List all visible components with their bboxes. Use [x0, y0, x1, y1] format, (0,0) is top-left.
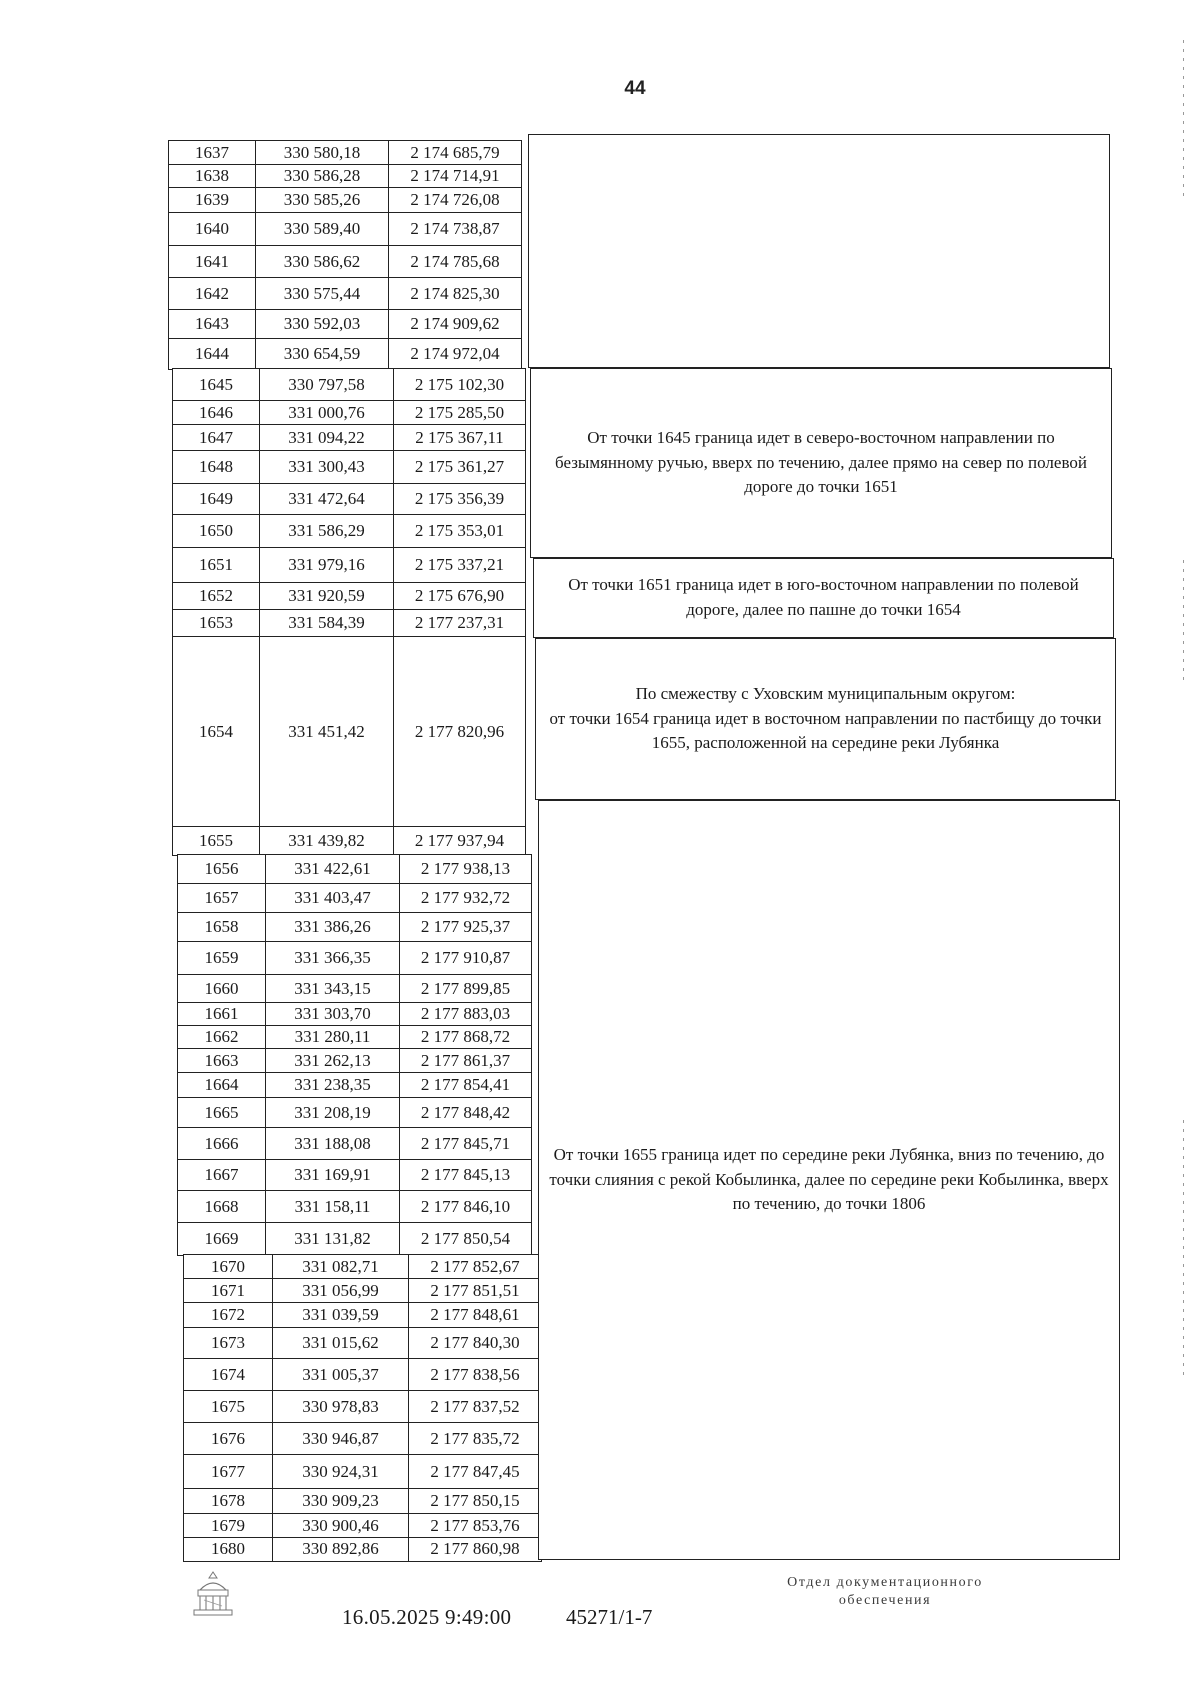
x-coordinate-cell: 331 386,26: [265, 912, 399, 943]
y-coordinate-cell: 2 174 738,87: [388, 212, 522, 247]
y-coordinate-cell: 2 174 726,08: [388, 187, 522, 214]
y-coordinate-cell: 2 177 848,42: [399, 1097, 532, 1129]
point-number-cell: 1674: [183, 1358, 272, 1392]
y-coordinate-cell: 2 177 868,72: [399, 1025, 532, 1050]
y-coordinate-cell: 2 177 910,87: [399, 941, 532, 976]
description-cell-1654-1655: [535, 638, 1116, 800]
x-coordinate-cell: 331 920,59: [259, 582, 393, 611]
x-coordinate-cell: 331 451,42: [259, 636, 393, 828]
y-coordinate-cell: 2 177 937,94: [393, 826, 526, 856]
y-coordinate-cell: 2 175 102,30: [393, 368, 526, 402]
description-cell-1637-1644: [528, 134, 1110, 368]
y-coordinate-cell: 2 177 846,10: [399, 1190, 532, 1224]
x-coordinate-cell: 330 586,62: [255, 245, 388, 279]
point-number-cell: 1638: [168, 164, 255, 189]
description-cell-1651-1654: [533, 558, 1114, 638]
description-cell-1655-1806: [538, 800, 1120, 1560]
point-number-cell: 1665: [177, 1097, 265, 1129]
y-coordinate-cell: 2 175 356,39: [393, 483, 526, 516]
y-coordinate-cell: 2 177 838,56: [408, 1358, 542, 1392]
y-coordinate-cell: 2 177 852,67: [408, 1254, 542, 1280]
point-number-cell: 1671: [183, 1278, 272, 1304]
description-text: От точки 1645 граница идет в северо-восточном направлении по безымянному ручью, вверх по течению, далее прямо на север по полевой дороге до точки 1651: [555, 428, 1087, 497]
scan-edge-mark: [1183, 40, 1184, 200]
description-cell-1645-1651: [530, 368, 1112, 558]
point-number-cell: 1650: [172, 514, 259, 549]
x-coordinate-cell: 331 208,19: [265, 1097, 399, 1129]
x-coordinate-cell: 331 056,99: [272, 1278, 408, 1304]
x-coordinate-cell: 330 585,26: [255, 187, 388, 214]
y-coordinate-cell: 2 177 820,96: [393, 636, 526, 828]
y-coordinate-cell: 2 177 883,03: [399, 1002, 532, 1027]
point-number-cell: 1659: [177, 941, 265, 976]
y-coordinate-cell: 2 175 285,50: [393, 400, 526, 426]
point-number-cell: 1647: [172, 424, 259, 452]
x-coordinate-cell: 330 654,59: [255, 338, 388, 370]
x-coordinate-cell: 331 979,16: [259, 547, 393, 584]
y-coordinate-cell: 2 177 853,76: [408, 1513, 542, 1539]
x-coordinate-cell: 331 262,13: [265, 1048, 399, 1074]
x-coordinate-cell: 330 892,86: [272, 1537, 408, 1562]
x-coordinate-cell: 331 586,29: [259, 514, 393, 549]
y-coordinate-cell: 2 177 837,52: [408, 1390, 542, 1424]
x-coordinate-cell: 331 303,70: [265, 1002, 399, 1027]
y-coordinate-cell: 2 174 972,04: [388, 338, 522, 370]
x-coordinate-cell: 331 343,15: [265, 974, 399, 1004]
point-number-cell: 1679: [183, 1513, 272, 1539]
x-coordinate-cell: 331 366,35: [265, 941, 399, 976]
y-coordinate-cell: 2 174 685,79: [388, 140, 522, 166]
point-number-cell: 1652: [172, 582, 259, 611]
y-coordinate-cell: 2 175 353,01: [393, 514, 526, 549]
point-number-cell: 1673: [183, 1327, 272, 1360]
y-coordinate-cell: 2 177 925,37: [399, 912, 532, 943]
x-coordinate-cell: 331 300,43: [259, 450, 393, 485]
point-number-cell: 1646: [172, 400, 259, 426]
point-number-cell: 1648: [172, 450, 259, 485]
x-coordinate-cell: 331 238,35: [265, 1072, 399, 1099]
point-number-cell: 1661: [177, 1002, 265, 1027]
x-coordinate-cell: 331 403,47: [265, 883, 399, 914]
point-number-cell: 1672: [183, 1302, 272, 1329]
x-coordinate-cell: 330 592,03: [255, 309, 388, 340]
y-coordinate-cell: 2 174 785,68: [388, 245, 522, 279]
y-coordinate-cell: 2 177 860,98: [408, 1537, 542, 1562]
point-number-cell: 1669: [177, 1222, 265, 1256]
point-number-cell: 1651: [172, 547, 259, 584]
y-coordinate-cell: 2 177 850,15: [408, 1488, 542, 1515]
y-coordinate-cell: 2 177 840,30: [408, 1327, 542, 1360]
y-coordinate-cell: 2 177 237,31: [393, 609, 526, 638]
point-number-cell: 1642: [168, 277, 255, 311]
y-coordinate-cell: 2 177 850,54: [399, 1222, 532, 1256]
point-number-cell: 1668: [177, 1190, 265, 1224]
point-number-cell: 1641: [168, 245, 255, 279]
emblem-icon: [186, 1568, 240, 1620]
x-coordinate-cell: 331 039,59: [272, 1302, 408, 1329]
point-number-cell: 1658: [177, 912, 265, 943]
description-text: От точки 1651 граница идет в юго-восточном направлении по полевой дороге, далее по пашне до точки 1654: [568, 575, 1079, 619]
point-number-cell: 1660: [177, 974, 265, 1004]
point-number-cell: 1670: [183, 1254, 272, 1280]
point-number-cell: 1680: [183, 1537, 272, 1562]
point-number-cell: 1654: [172, 636, 259, 828]
scan-edge-mark: [1183, 560, 1184, 680]
x-coordinate-cell: 330 909,23: [272, 1488, 408, 1515]
point-number-cell: 1664: [177, 1072, 265, 1099]
point-number-cell: 1645: [172, 368, 259, 402]
point-number-cell: 1666: [177, 1127, 265, 1161]
point-number-cell: 1640: [168, 212, 255, 247]
y-coordinate-cell: 2 175 676,90: [393, 582, 526, 611]
y-coordinate-cell: 2 177 835,72: [408, 1422, 542, 1456]
point-number-cell: 1678: [183, 1488, 272, 1515]
x-coordinate-cell: 330 797,58: [259, 368, 393, 402]
y-coordinate-cell: 2 177 938,13: [399, 854, 532, 885]
y-coordinate-cell: 2 174 825,30: [388, 277, 522, 311]
point-number-cell: 1662: [177, 1025, 265, 1050]
x-coordinate-cell: 330 946,87: [272, 1422, 408, 1456]
point-number-cell: 1667: [177, 1159, 265, 1192]
point-number-cell: 1639: [168, 187, 255, 214]
point-number-cell: 1663: [177, 1048, 265, 1074]
x-coordinate-cell: 331 169,91: [265, 1159, 399, 1192]
point-number-cell: 1643: [168, 309, 255, 340]
footer-date: 16.05.2025 9:49:00: [342, 1605, 512, 1629]
department-stamp: Отдел документационного обеспечения: [787, 1575, 983, 1608]
y-coordinate-cell: 2 175 361,27: [393, 450, 526, 485]
footer-document-number: 45271/1-7: [566, 1605, 653, 1629]
x-coordinate-cell: 331 422,61: [265, 854, 399, 885]
y-coordinate-cell: 2 177 854,41: [399, 1072, 532, 1099]
y-coordinate-cell: 2 177 845,13: [399, 1159, 532, 1192]
point-number-cell: 1637: [168, 140, 255, 166]
x-coordinate-cell: 331 094,22: [259, 424, 393, 452]
x-coordinate-cell: 330 978,83: [272, 1390, 408, 1424]
point-number-cell: 1655: [172, 826, 259, 856]
x-coordinate-cell: 331 000,76: [259, 400, 393, 426]
point-number-cell: 1676: [183, 1422, 272, 1456]
y-coordinate-cell: 2 175 337,21: [393, 547, 526, 584]
page-number: 44: [624, 78, 646, 99]
x-coordinate-cell: 331 158,11: [265, 1190, 399, 1224]
x-coordinate-cell: 331 472,64: [259, 483, 393, 516]
x-coordinate-cell: 330 586,28: [255, 164, 388, 189]
description-text: По смежеству с Уховским муниципальным округом: от точки 1654 граница идет в восточном направлении по пастбищу до точки 1655, расположенной на середине реки Лубянка: [549, 684, 1102, 753]
x-coordinate-cell: 331 131,82: [265, 1222, 399, 1256]
y-coordinate-cell: 2 177 851,51: [408, 1278, 542, 1304]
y-coordinate-cell: 2 177 861,37: [399, 1048, 532, 1074]
x-coordinate-cell: 331 439,82: [259, 826, 393, 856]
x-coordinate-cell: 330 924,31: [272, 1454, 408, 1490]
y-coordinate-cell: 2 174 909,62: [388, 309, 522, 340]
x-coordinate-cell: 331 188,08: [265, 1127, 399, 1161]
y-coordinate-cell: 2 177 845,71: [399, 1127, 532, 1161]
x-coordinate-cell: 330 900,46: [272, 1513, 408, 1539]
y-coordinate-cell: 2 177 932,72: [399, 883, 532, 914]
x-coordinate-cell: 331 584,39: [259, 609, 393, 638]
point-number-cell: 1675: [183, 1390, 272, 1424]
point-number-cell: 1677: [183, 1454, 272, 1490]
point-number-cell: 1653: [172, 609, 259, 638]
x-coordinate-cell: 331 015,62: [272, 1327, 408, 1360]
y-coordinate-cell: 2 175 367,11: [393, 424, 526, 452]
point-number-cell: 1656: [177, 854, 265, 885]
x-coordinate-cell: 330 589,40: [255, 212, 388, 247]
point-number-cell: 1657: [177, 883, 265, 914]
y-coordinate-cell: 2 177 899,85: [399, 974, 532, 1004]
y-coordinate-cell: 2 174 714,91: [388, 164, 522, 189]
y-coordinate-cell: 2 177 847,45: [408, 1454, 542, 1490]
x-coordinate-cell: 330 580,18: [255, 140, 388, 166]
x-coordinate-cell: 330 575,44: [255, 277, 388, 311]
x-coordinate-cell: 331 280,11: [265, 1025, 399, 1050]
x-coordinate-cell: 331 005,37: [272, 1358, 408, 1392]
x-coordinate-cell: 331 082,71: [272, 1254, 408, 1280]
y-coordinate-cell: 2 177 848,61: [408, 1302, 542, 1329]
description-text: От точки 1655 граница идет по середине реки Лубянка, вниз по течению, до точки слияния с рекой Кобылинка, далее по середине реки Кобылинка, вверх по течению, до точки 1806: [549, 1145, 1109, 1214]
point-number-cell: 1644: [168, 338, 255, 370]
point-number-cell: 1649: [172, 483, 259, 516]
scan-edge-mark: [1183, 1120, 1184, 1380]
